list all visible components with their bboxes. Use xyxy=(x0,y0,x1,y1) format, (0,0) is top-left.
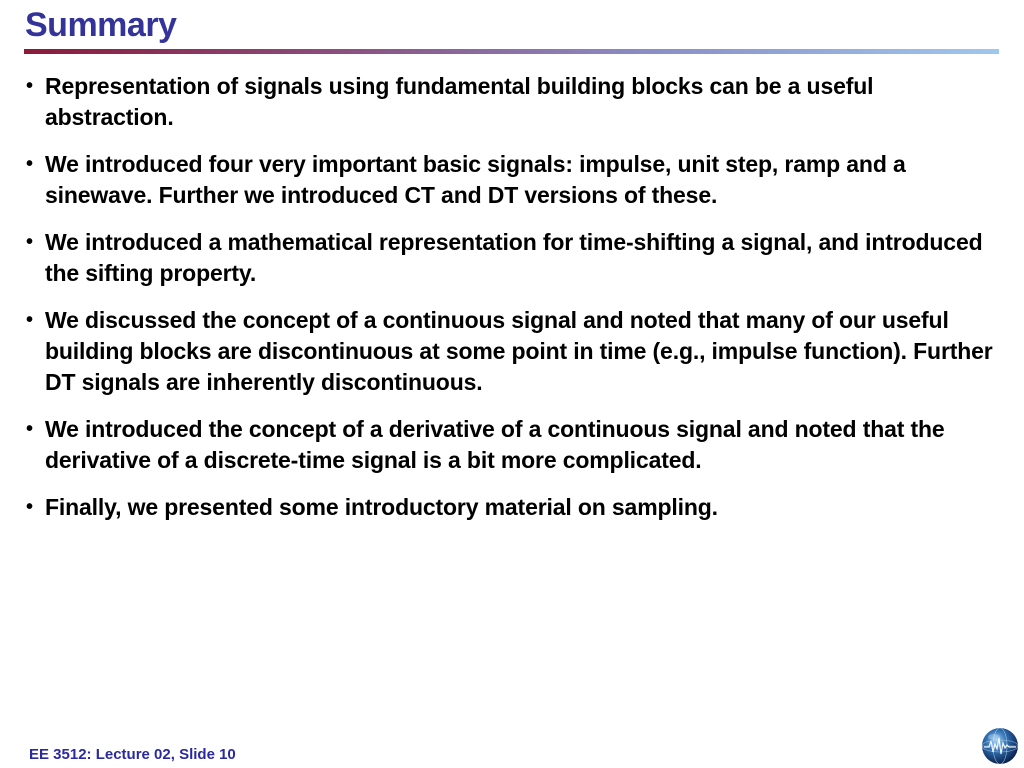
bullet-text: We discussed the concept of a continuous signal and noted that many of our useful building blocks are discontinuous at some point in time (e.g., impulse function). Further DT signals are inherently discontinuous. xyxy=(45,307,993,395)
bullet-marker: • xyxy=(26,153,33,175)
bullet-text: We introduced four very important basic signals: impulse, unit step, ramp and a sinewave. Further we introduced CT and DT versions of these. xyxy=(45,151,906,208)
bullet-marker: • xyxy=(26,418,33,440)
bullet-item xyxy=(26,492,996,523)
bullet-text: We introduced the concept of a derivative of a continuous signal and noted that the derivative of a discrete-time signal is a bit more complicated. xyxy=(45,416,945,473)
bullet-marker: • xyxy=(26,75,33,97)
bullet-marker: • xyxy=(26,309,33,331)
bullet-item xyxy=(26,227,996,289)
slide-footer: EE 3512: Lecture 02, Slide 10 xyxy=(29,746,236,763)
bullet-text: Finally, we presented some introductory material on sampling. xyxy=(45,494,718,520)
bullet-list xyxy=(26,71,996,539)
slide-title: Summary xyxy=(25,6,177,44)
title-divider xyxy=(24,49,999,54)
globe-logo-icon xyxy=(980,726,1020,766)
bullet-item xyxy=(26,71,996,133)
bullet-text: We introduced a mathematical representation for time-shifting a signal, and introduced the sifting property. xyxy=(45,229,983,286)
bullet-marker: • xyxy=(26,231,33,253)
bullet-item xyxy=(26,149,996,211)
bullet-item xyxy=(26,305,996,398)
bullet-text: Representation of signals using fundamental building blocks can be a useful abstraction. xyxy=(45,73,874,130)
bullet-marker: • xyxy=(26,496,33,518)
bullet-item xyxy=(26,414,996,476)
